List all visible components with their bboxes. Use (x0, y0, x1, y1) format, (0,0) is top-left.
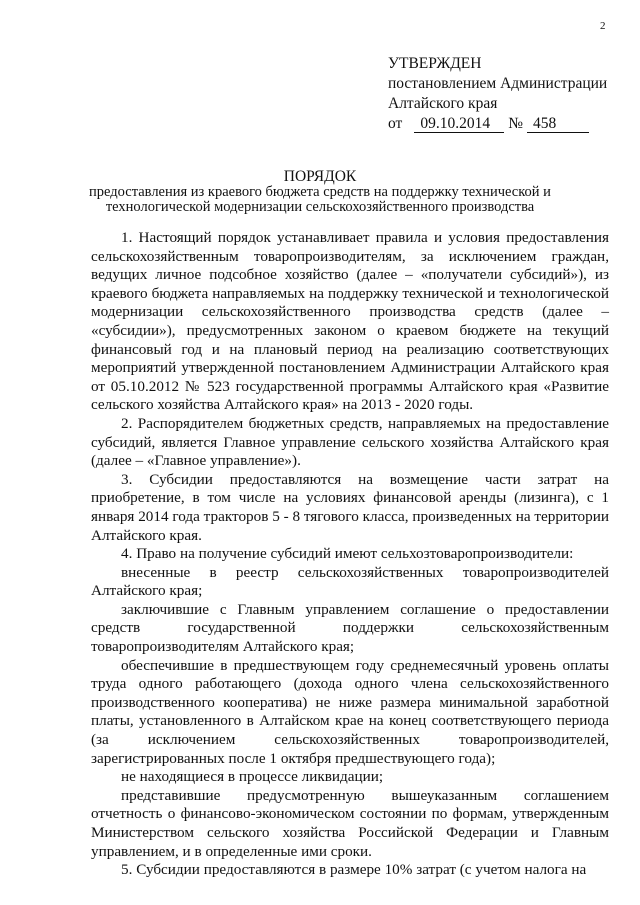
date-prefix: от (388, 115, 403, 132)
paragraph-4: 4. Право на получение субсидий имеют сельхозтоваропроизводители: (121, 545, 574, 563)
paragraph-1: 1. Настоящий порядок устанавливает правила и условия предоставления сельскохозяйственным товаропроизводителям, за исключением граждан, ведущих личное подсобное хозяйство (далее – «получатели субсидий»), из краевого бюджета направляемых на поддержку технической и технологической модернизации сельскохозяйственного производства средств (далее – «субсидии»), предусмотренных законом о краевом бюджете на текущий финансовый год и на плановый период на реализацию соответствующих мероприятий утвержденной постановлением Администрации Алтайского края от 05.10.2012 № 523 государственной программы Алтайского края «Развитие сельского хозяйства Алтайского края» на 2013 - 2020 годы. (91, 229, 609, 414)
paragraph-4-item-4: не находящиеся в процессе ликвидации; (121, 768, 384, 786)
approval-block (388, 54, 607, 134)
paragraph-4-item-1: внесенные в реестр сельскохозяйственных товаропроизводителей Алтайского края; (91, 563, 609, 600)
approval-line-region: Алтайского края (388, 95, 498, 112)
number-prefix: № (508, 115, 523, 132)
document-body (91, 229, 609, 880)
paragraph-4-item-3: обеспечившие в предшествующем году среднемесячный уровень оплаты труда одного работающего (дохода одного члена сельскохозяйственного производственного кооператива) не ниже размера минимальной заработной платы, установленного в Алтайском крае на конец соответствующего периода (за исключением сельскохозяйственных товаропроизводителей, зарегистрированных после 1 октября предшествующего года); (91, 656, 609, 767)
approval-heading: УТВЕРЖДЕН (388, 55, 482, 72)
paragraph-4-item-2: заключившие с Главным управлением соглашение о предоставлении средств государственной поддержки сельскохозяйственным товаропроизводителям Алтайского края; (91, 600, 609, 656)
paragraph-3: 3. Субсидии предоставляются на возмещение части затрат на приобретение, в том числе на условиях финансовой аренды (лизинга), с 1 января 2014 года тракторов 5 - 8 тягового класса, произведенных на территории Алтайского края. (91, 470, 609, 544)
document-subtitle: предоставления из краевого бюджета средств на поддержку технической и технологической модернизации сельскохозяйственного производства (89, 184, 551, 215)
paragraph-2: 2. Распорядителем бюджетных средств, направляемых на предоставление субсидий, является Главное управление сельского хозяйства Алтайского края (далее – «Главное управление»). (91, 414, 609, 470)
approval-date-line (388, 114, 607, 134)
paragraph-5: 5. Субсидии предоставляются в размере 10% затрат (с учетом налога на (121, 861, 587, 879)
approval-number: 458 (527, 116, 589, 133)
approval-line-resolution: постановлением Администрации (388, 75, 608, 92)
approval-date: 09.10.2014 (414, 116, 504, 133)
page-number: 2 (600, 20, 606, 32)
document-title: ПОРЯДОК (283, 168, 357, 185)
paragraph-4-item-5: представившие предусмотренную вышеуказанным соглашением отчетность о финансово-экономическом состоянии по формам, утвержденным Министерством сельского хозяйства Российской Федерации и Главным управлением, и в определенные ими сроки. (91, 786, 609, 860)
